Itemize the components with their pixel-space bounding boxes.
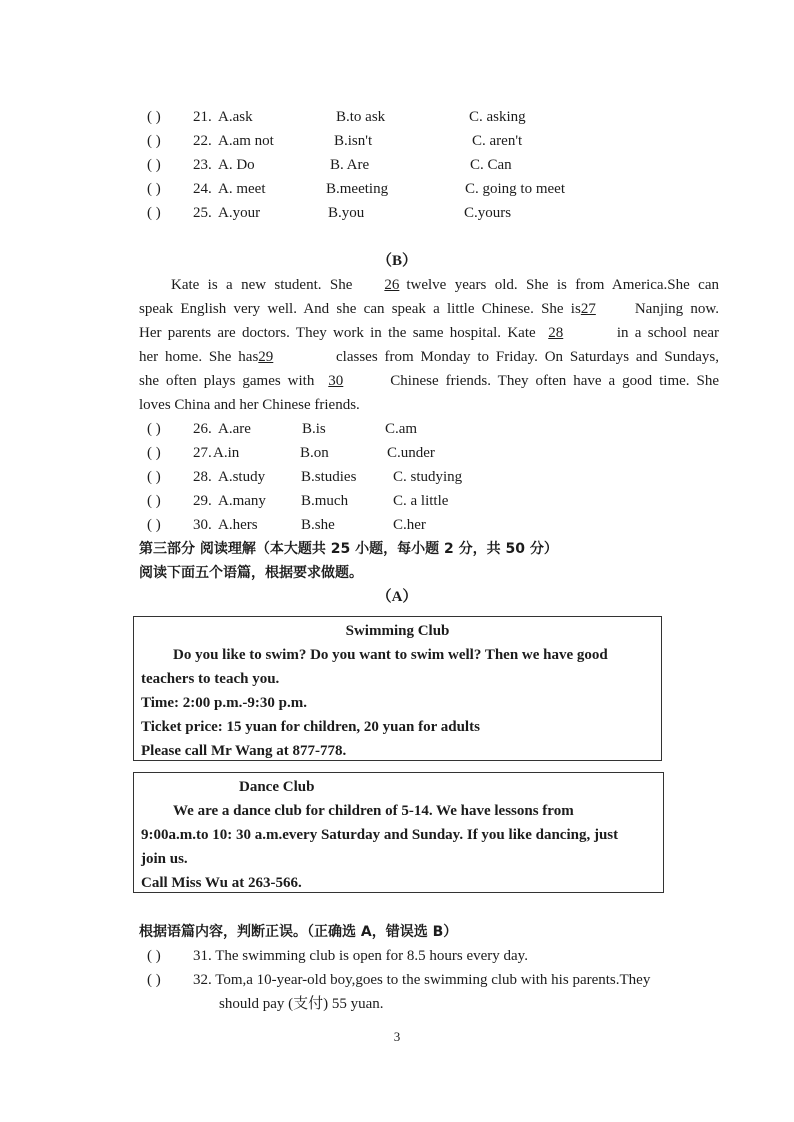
answer-paren: ( ): [147, 181, 161, 197]
option-b: B.you: [328, 205, 365, 221]
part3-instruction: 阅读下面五个语篇，根据要求做题。: [139, 565, 363, 581]
blank-26: 26: [384, 277, 400, 293]
option-c: C. asking: [469, 109, 526, 125]
notice-line: 9:00a.m.to 10: 30 a.m.every Saturday and Sunday. If you like dancing, just: [141, 827, 619, 843]
question-number: 29.: [193, 493, 212, 509]
passage-line: she often plays games with 30 Chinese friends. They often have a good time. She: [139, 369, 719, 393]
option-c: C.her: [393, 517, 426, 533]
notice-price: Ticket price: 15 yuan for children, 20 yuan for adults: [141, 719, 480, 735]
option-a: A.many: [218, 493, 266, 509]
passage-line: Kate is a new student. She 26 twelve years old. She is from America.She can: [139, 273, 719, 297]
dance-club-notice: [133, 772, 664, 893]
option-b: B.on: [300, 445, 329, 461]
section-b-heading: （B）: [376, 253, 417, 269]
option-b: B.is: [302, 421, 326, 437]
answer-paren: ( ): [147, 469, 161, 485]
option-b: B.to ask: [336, 109, 386, 125]
option-b: B.much: [301, 493, 349, 509]
dance-club-title: Dance Club: [239, 779, 315, 795]
answer-paren: ( ): [147, 109, 161, 125]
option-c: C. Can: [470, 157, 512, 173]
notice-contact: Please call Mr Wang at 877-778.: [141, 743, 347, 759]
option-c: C.yours: [464, 205, 512, 221]
notice-contact: Call Miss Wu at 263-566.: [141, 875, 302, 891]
option-c: C. studying: [393, 469, 463, 485]
option-a: A.hers: [218, 517, 258, 533]
blank-29: 29: [258, 349, 274, 365]
notice-line: We are a dance club for children of 5-14. We have lessons from: [173, 803, 574, 819]
blank-30: 30: [328, 373, 344, 389]
option-a: A. Do: [218, 157, 255, 173]
answer-paren: ( ): [147, 445, 161, 461]
option-b: B.she: [301, 517, 335, 533]
notice-line: join us.: [141, 851, 188, 867]
section-a-heading: （A）: [376, 589, 418, 605]
question-number: 23.: [193, 157, 212, 173]
answer-paren: ( ): [147, 421, 161, 437]
part3-heading: 第三部分 阅读理解（本大题共 25 小题，每小题 2 分，共 50 分）: [139, 541, 558, 557]
passage-line: speak English very well. And she can speak a little Chinese. She is27 Nanjing now.: [139, 297, 719, 321]
option-a: A.are: [218, 421, 251, 437]
answer-paren: ( ): [147, 972, 161, 988]
answer-paren: ( ): [147, 948, 161, 964]
option-b: B.isn't: [334, 133, 373, 149]
question-number: 25.: [193, 205, 212, 221]
cloze-passage: [139, 273, 719, 417]
question-number: 24.: [193, 181, 212, 197]
blank-27: 27: [580, 301, 596, 317]
question-number: 27.: [193, 445, 212, 461]
notice-line: Do you like to swim? Do you want to swim well? Then we have good: [173, 647, 608, 663]
option-c: C. aren't: [472, 133, 523, 149]
question-number: 30.: [193, 517, 212, 533]
answer-paren: ( ): [147, 157, 161, 173]
option-a: A.ask: [218, 109, 253, 125]
answer-paren: ( ): [147, 133, 161, 149]
judge-instruction: 根据语篇内容，判断正误。（正确选 A，错误选 B）: [139, 924, 458, 940]
swimming-club-title: Swimming Club: [345, 623, 450, 639]
option-c: C. a little: [393, 493, 449, 509]
question-number: 28.: [193, 469, 212, 485]
notice-time: Time: 2:00 p.m.-9:30 p.m.: [141, 695, 307, 711]
option-c: C.under: [387, 445, 435, 461]
passage-line: her home. She has29 classes from Monday to Friday. On Saturdays and Sundays,: [139, 345, 719, 369]
option-c: C. going to meet: [465, 181, 565, 197]
question-number: 22.: [193, 133, 212, 149]
answer-paren: ( ): [147, 493, 161, 509]
question-text: 32. Tom,a 10-year-old boy,goes to the swimming club with his parents.They: [193, 972, 651, 988]
blank-28: 28: [548, 325, 564, 341]
option-a: A.in: [213, 445, 240, 461]
option-b: B. Are: [330, 157, 370, 173]
answer-paren: ( ): [147, 517, 161, 533]
question-number: 26.: [193, 421, 212, 437]
passage-line: loves China and her Chinese friends.: [139, 397, 360, 413]
passage-line: Her parents are doctors. They work in the same hospital. Kate 28 in a school near: [139, 321, 719, 345]
option-a: A.your: [218, 205, 261, 221]
question-number: 21.: [193, 109, 212, 125]
option-b: B.studies: [301, 469, 357, 485]
swimming-club-notice: [133, 616, 662, 761]
page-number: 3: [393, 1029, 401, 1044]
notice-line: teachers to teach you.: [141, 671, 280, 687]
answer-paren: ( ): [147, 205, 161, 221]
question-text-cont: should pay (支付) 55 yuan.: [219, 996, 384, 1012]
question-text: 31. The swimming club is open for 8.5 hours every day.: [193, 948, 528, 964]
option-b: B.meeting: [326, 181, 389, 197]
option-c: C.am: [385, 421, 418, 437]
option-a: A.am not: [218, 133, 274, 149]
option-a: A. meet: [218, 181, 266, 197]
option-a: A.study: [218, 469, 266, 485]
